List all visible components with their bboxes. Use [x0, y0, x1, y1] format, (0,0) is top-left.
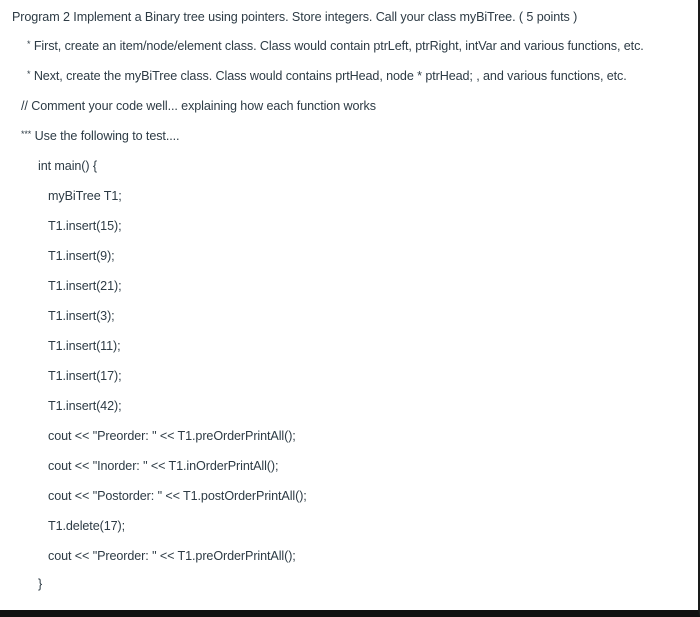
bullet-marker: *: [27, 39, 31, 49]
code-line: T1.delete(17);: [48, 519, 126, 533]
code-line: T1.insert(42);: [48, 399, 122, 413]
test-prefix: ***: [21, 129, 32, 139]
code-line: T1.insert(17);: [48, 369, 122, 383]
code-line: myBiTree T1;: [48, 189, 122, 203]
code-line: T1.insert(9);: [48, 249, 115, 263]
title-text: Program 2 Implement a Binary tree using pointers. Store integers. Call your class myBiTree.: [12, 10, 516, 24]
bullet-marker: *: [27, 69, 31, 79]
code-main-close: }: [38, 577, 43, 591]
code-line: cout << "Inorder: " << T1.inOrderPrintAll();: [48, 459, 279, 473]
bullet-1-text: First, create an item/node/element class. Class would contain ptrLeft, ptrRight, intVar and various functions, etc.: [33, 39, 644, 53]
points-label: ( 5 points ): [518, 10, 578, 24]
instruction-bullet-1: [27, 38, 644, 55]
comment-note: // Comment your code well... explaining how each function works: [21, 99, 376, 113]
test-note: [21, 128, 179, 145]
assignment-title: [12, 9, 577, 25]
code-line: cout << "Preorder: " << T1.preOrderPrintAll();: [48, 429, 296, 443]
code-line: T1.insert(15);: [48, 219, 122, 233]
code-line: T1.insert(3);: [48, 309, 115, 323]
code-main-open: int main() {: [38, 159, 97, 173]
code-line: cout << "Postorder: " << T1.postOrderPrintAll();: [48, 489, 307, 503]
code-line: cout << "Preorder: " << T1.preOrderPrintAll();: [48, 549, 296, 563]
code-line: T1.insert(11);: [48, 339, 121, 353]
test-note-text: Use the following to test....: [34, 129, 180, 143]
code-line: T1.insert(21);: [48, 279, 122, 293]
bullet-2-text: Next, create the myBiTree class. Class would contains prtHead, node * ptrHead; , and various functions, etc.: [33, 69, 627, 83]
instruction-bullet-2: [27, 68, 627, 85]
